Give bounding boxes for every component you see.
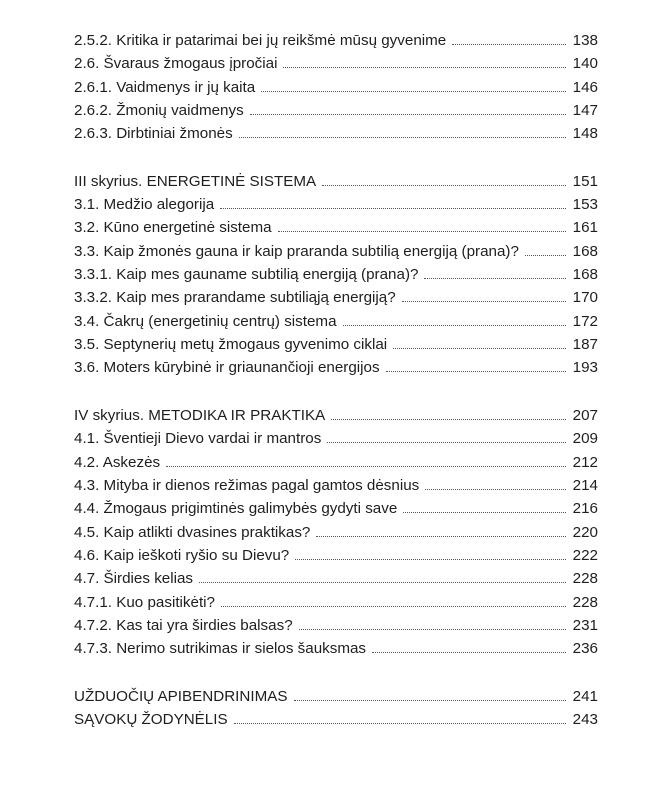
- dot-leader: [393, 348, 566, 349]
- toc-entry-page-number: 161: [572, 219, 598, 237]
- toc-entry: [74, 52, 598, 75]
- dot-leader: [261, 91, 566, 92]
- toc-entry-page-number: 236: [572, 640, 598, 658]
- dot-leader: [403, 512, 566, 513]
- toc-entry-page-number: 148: [572, 125, 598, 143]
- toc-entry: [74, 451, 598, 474]
- toc-entry-title: 4.6. Kaip ieškoti ryšio su Dievu?: [74, 546, 290, 564]
- toc-entry-title: 3.3.1. Kaip mes gauname subtilią energiją (prana)?: [74, 266, 419, 284]
- dot-leader: [234, 723, 566, 724]
- toc-entry-title: 2.5.2. Kritika ir patarimai bei jų reikšmė mūsų gyvenime: [74, 32, 447, 49]
- dot-leader: [327, 442, 566, 443]
- toc-entry-page-number: 193: [572, 359, 598, 377]
- dot-leader: [331, 419, 566, 420]
- toc-entry-title: 2.6. Švaraus žmogaus įpročiai: [74, 55, 278, 73]
- toc-entry-page-number: 146: [572, 78, 598, 96]
- toc-entry: [74, 99, 598, 122]
- dot-leader: [221, 606, 566, 607]
- toc-entry-page-number: 172: [572, 312, 598, 330]
- toc-entry: [74, 29, 598, 52]
- table-of-contents: [74, 29, 598, 755]
- toc-entry-title: UŽDUOČIŲ APIBENDRINIMAS: [74, 687, 288, 705]
- dot-leader: [166, 466, 566, 467]
- toc-entry-page-number: 220: [572, 523, 598, 541]
- dot-leader: [239, 137, 566, 138]
- toc-entry-title: IV skyrius. METODIKA IR PRAKTIKA: [74, 406, 326, 424]
- toc-entry-page-number: 147: [572, 102, 598, 120]
- dot-leader: [278, 231, 566, 232]
- toc-entry-title: 4.7. Širdies kelias: [74, 570, 194, 588]
- dot-leader: [299, 629, 566, 630]
- dot-leader: [250, 114, 566, 115]
- toc-entry-title: III skyrius. ENERGETINĖ SISTEMA: [74, 172, 317, 190]
- dot-leader: [316, 536, 566, 537]
- dot-leader: [322, 185, 566, 186]
- dot-leader: [295, 559, 566, 560]
- toc-entry: [74, 427, 598, 450]
- toc-entry: [74, 567, 598, 590]
- toc-entry-page-number: 187: [572, 336, 598, 354]
- toc-entry: [74, 216, 598, 239]
- toc-entry-title: 4.7.3. Nerimo sutrikimas ir sielos šauksmas: [74, 640, 367, 658]
- toc-entry: [74, 333, 598, 356]
- toc-entry-page-number: 222: [572, 546, 598, 564]
- toc-entry-title: 3.2. Kūno energetinė sistema: [74, 219, 272, 237]
- toc-entry-page-number: 153: [572, 196, 598, 214]
- toc-entry-page-number: 168: [572, 266, 598, 284]
- toc-entry: [74, 76, 598, 99]
- toc-entry-title: 4.7.1. Kuo pasitikėti?: [74, 593, 215, 611]
- dot-leader: [402, 301, 566, 302]
- toc-entry-title: SĄVOKŲ ŽODYNĖLIS: [74, 710, 228, 728]
- toc-entry-title: 4.4. Žmogaus prigimtinės galimybės gydyti save: [74, 500, 398, 518]
- toc-entry-page-number: 243: [572, 710, 598, 728]
- toc-entry-page-number: 216: [572, 500, 598, 518]
- toc-entry-title: 4.7.2. Kas tai yra širdies balsas?: [74, 616, 293, 634]
- toc-entry: [74, 637, 598, 660]
- toc-entry-page-number: 151: [572, 172, 598, 190]
- toc-entry-title: 2.6.2. Žmonių vaidmenys: [74, 102, 244, 120]
- toc-entry-page-number: 228: [572, 593, 598, 611]
- toc-entry: [74, 263, 598, 286]
- toc-entry-page-number: 212: [572, 453, 598, 471]
- toc-entry-title: 4.3. Mityba ir dienos režimas pagal gamtos dėsnius: [74, 476, 420, 494]
- dot-leader: [424, 278, 566, 279]
- dot-leader: [294, 700, 567, 701]
- toc-entry: [74, 122, 598, 145]
- dot-leader: [199, 582, 566, 583]
- toc-entry: [74, 310, 598, 333]
- toc-entry: [74, 708, 598, 731]
- toc-entry: [74, 614, 598, 637]
- dot-leader: [220, 208, 566, 209]
- toc-entry-title: 4.1. Šventieji Dievo vardai ir mantros: [74, 430, 322, 448]
- dot-leader: [372, 652, 566, 653]
- toc-entry: [74, 170, 598, 193]
- toc-section: [74, 29, 598, 146]
- toc-entry-page-number: 140: [572, 55, 598, 73]
- toc-entry-title: 2.6.3. Dirbtiniai žmonės: [74, 125, 233, 143]
- toc-entry-title: 2.6.1. Vaidmenys ir jų kaita: [74, 78, 256, 96]
- toc-entry: [74, 544, 598, 567]
- dot-leader: [386, 371, 566, 372]
- toc-entry-title: 4.5. Kaip atlikti dvasines praktikas?: [74, 523, 311, 541]
- dot-leader: [425, 489, 566, 490]
- dot-leader: [283, 67, 566, 68]
- toc-entry: [74, 474, 598, 497]
- toc-entry-title: 3.4. Čakrų (energetinių centrų) sistema: [74, 312, 337, 330]
- toc-entry-page-number: 214: [572, 476, 598, 494]
- toc-entry-page-number: 209: [572, 430, 598, 448]
- dot-leader: [452, 44, 566, 45]
- toc-entry: [74, 193, 598, 216]
- toc-entry: [74, 521, 598, 544]
- toc-entry: [74, 404, 598, 427]
- toc-entry: [74, 685, 598, 708]
- toc-entry: [74, 356, 598, 379]
- toc-section: [74, 685, 598, 732]
- toc-section: [74, 404, 598, 661]
- toc-entry: [74, 497, 598, 520]
- toc-entry-page-number: 241: [572, 687, 598, 705]
- toc-section: [74, 170, 598, 380]
- toc-entry-title: 4.2. Askezės: [74, 453, 161, 471]
- toc-entry-title: 3.5. Septynerių metų žmogaus gyvenimo ciklai: [74, 336, 388, 354]
- toc-entry-page-number: 228: [572, 570, 598, 588]
- toc-entry-title: 3.3.2. Kaip mes prarandame subtiliąją energiją?: [74, 289, 396, 307]
- dot-leader: [343, 325, 566, 326]
- toc-entry: [74, 240, 598, 263]
- toc-entry-page-number: 170: [572, 289, 598, 307]
- toc-entry-page-number: 138: [572, 32, 598, 49]
- toc-entry-title: 3.3. Kaip žmonės gauna ir kaip praranda subtilią energiją (prana)?: [74, 242, 519, 260]
- dot-leader: [525, 255, 566, 256]
- toc-entry: [74, 591, 598, 614]
- toc-entry-page-number: 231: [572, 616, 598, 634]
- toc-entry-title: 3.1. Medžio alegorija: [74, 196, 215, 214]
- toc-entry-page-number: 207: [572, 406, 598, 424]
- toc-entry-page-number: 168: [572, 242, 598, 260]
- toc-entry-title: 3.6. Moters kūrybinė ir griaunančioji energijos: [74, 359, 380, 377]
- toc-entry: [74, 286, 598, 309]
